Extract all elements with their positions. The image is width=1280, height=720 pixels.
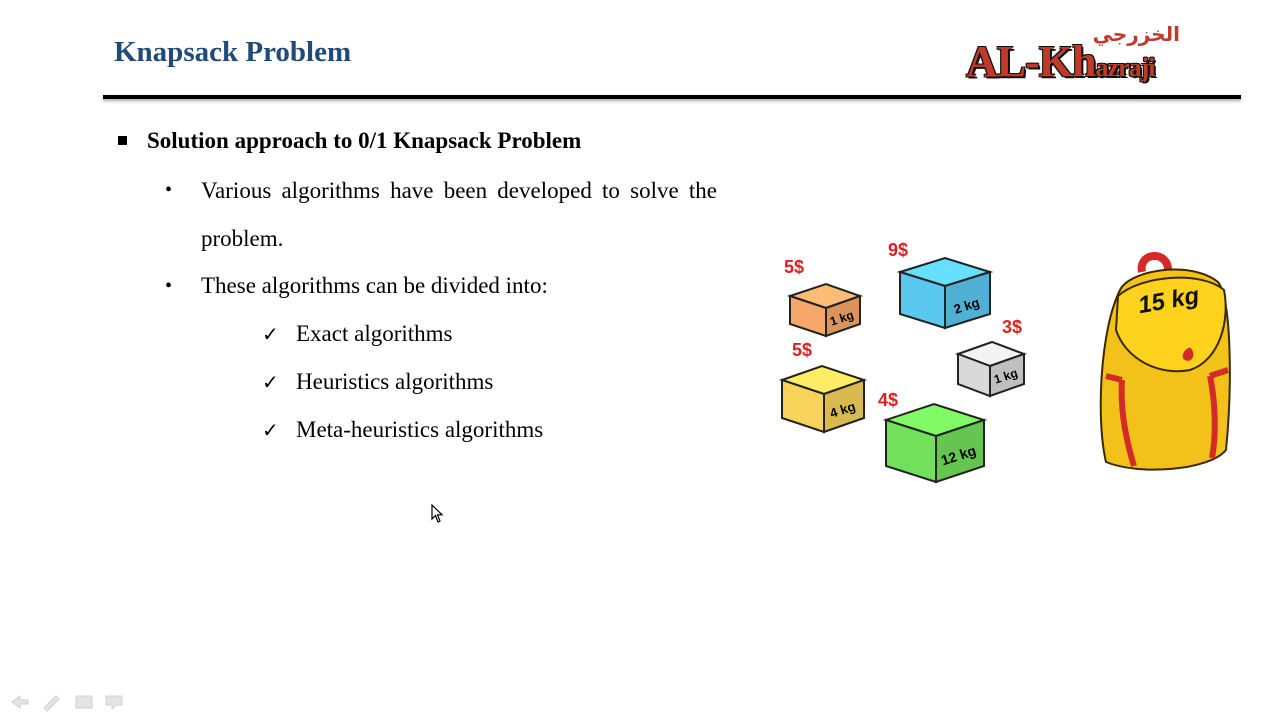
- check-item-1: Exact algorithms: [296, 321, 453, 346]
- item-price-label: 5$: [784, 257, 805, 277]
- checkmark-icon: ✓: [262, 420, 279, 442]
- item-weight-label: 1 kg: [992, 365, 1020, 387]
- slides-icon[interactable]: [76, 696, 92, 708]
- bullet-dot-icon: •: [165, 179, 173, 201]
- check-item-2: Heuristics algorithms: [296, 369, 494, 394]
- item-price-label: 9$: [888, 240, 909, 260]
- slide-title: Knapsack Problem: [114, 36, 352, 68]
- item-weight-label: 2 kg: [951, 294, 982, 317]
- title-divider: [103, 95, 1241, 99]
- checkmark-icon: ✓: [262, 372, 279, 394]
- knapsack-illustration: [770, 230, 1240, 490]
- item-box-orange: [790, 284, 860, 336]
- more-options-icon[interactable]: [106, 696, 122, 709]
- logo-arabic-text: الخزرجي: [1092, 22, 1180, 46]
- item-weight-label: 4 kg: [827, 398, 858, 421]
- mouse-pointer-icon: [431, 504, 445, 524]
- bullet-text-2: These algorithms can be divided into:: [201, 273, 548, 298]
- item-box-yellow: [782, 366, 864, 432]
- check-item-3: Meta-heuristics algorithms: [296, 417, 544, 442]
- checkmark-icon: ✓: [262, 324, 279, 346]
- item-price-label: 3$: [1002, 317, 1023, 337]
- item-weight-label: 12 kg: [938, 442, 978, 469]
- item-weight-label: 1 kg: [828, 307, 856, 329]
- previous-arrow-icon[interactable]: [12, 696, 28, 708]
- item-box-grey: [958, 342, 1024, 396]
- item-box-blue: [900, 258, 990, 328]
- brand-logo: [966, 22, 1186, 90]
- presentation-toolbar[interactable]: [6, 692, 126, 712]
- bullet-dot-icon: •: [165, 275, 173, 297]
- item-price-label: 5$: [792, 340, 813, 360]
- item-box-green: [886, 404, 984, 482]
- pen-icon[interactable]: [44, 696, 59, 711]
- section-heading: Solution approach to 0/1 Knapsack Problem: [147, 128, 582, 153]
- logo-latin-main: AL-Kh: [966, 37, 1096, 86]
- square-bullet-icon: [118, 136, 127, 145]
- logo-latin-text: [966, 36, 1154, 87]
- backpack-capacity-label: 15 kg: [1136, 281, 1202, 320]
- backpack-icon: [1101, 256, 1230, 470]
- logo-latin-small: azraji: [1095, 53, 1155, 82]
- item-price-label: 4$: [878, 390, 899, 410]
- bullet-text-1: Various algorithms have been developed to solve the problem.: [201, 178, 717, 251]
